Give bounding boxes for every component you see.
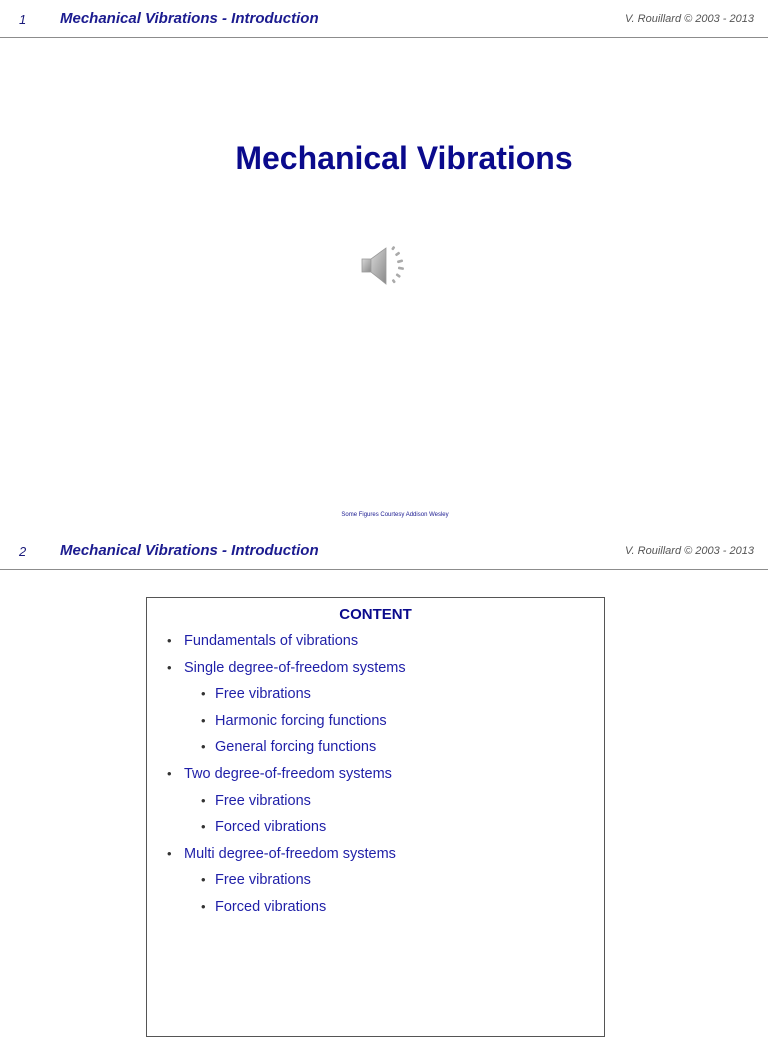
header-title: Mechanical Vibrations - Introduction — [60, 10, 319, 27]
list-item-label: Free vibrations — [215, 686, 311, 703]
list-item-label: General forcing functions — [215, 739, 377, 756]
bullet-icon: • — [201, 872, 206, 888]
list-item-label: Forced vibrations — [215, 819, 327, 836]
bullet-icon: • — [167, 633, 172, 648]
bullet-icon: • — [167, 765, 172, 781]
speaker-sound-icon[interactable] — [360, 242, 410, 290]
slide-number: 1 — [19, 12, 27, 27]
header-author: V. Rouillard © 2003 - 2013 — [625, 545, 754, 557]
figure-credit: Some Figures Courtesy Addison Wesley — [341, 512, 449, 518]
list-item-label: Forced vibrations — [215, 898, 327, 915]
list-item-label: Two degree-of-freedom systems — [184, 765, 392, 782]
list-item — [147, 844, 604, 871]
list-item-label: Harmonic forcing functions — [215, 712, 387, 729]
slide-title: Mechanical Vibrations — [235, 140, 573, 176]
list-item — [147, 631, 604, 658]
header-author: V. Rouillard © 2003 - 2013 — [625, 13, 754, 25]
content-box — [146, 597, 605, 1037]
bullet-icon: • — [201, 739, 206, 755]
list-item — [147, 897, 604, 924]
list-item-label: Fundamentals of vibrations — [184, 633, 359, 649]
list-item — [147, 684, 604, 711]
list-item — [147, 658, 604, 685]
slide-1-header — [0, 0, 768, 38]
header-title: Mechanical Vibrations - Introduction — [60, 542, 319, 559]
list-item-label: Free vibrations — [215, 792, 311, 809]
slide-2-header — [0, 532, 768, 570]
content-heading: CONTENT — [339, 606, 412, 623]
list-item-label: Multi degree-of-freedom systems — [184, 845, 396, 862]
bullet-icon: • — [167, 845, 172, 861]
list-item-label: Free vibrations — [215, 872, 311, 889]
bullet-icon: • — [201, 792, 206, 808]
list-item — [147, 711, 604, 738]
bullet-icon: • — [167, 659, 172, 675]
bullet-icon: • — [201, 819, 206, 835]
list-item — [147, 737, 604, 764]
bullet-icon: • — [201, 712, 206, 728]
slide-number: 2 — [19, 544, 27, 559]
list-item — [147, 870, 604, 897]
content-list — [147, 631, 604, 924]
bullet-icon: • — [201, 686, 206, 702]
list-item — [147, 791, 604, 818]
list-item-label: Single degree-of-freedom systems — [184, 659, 406, 676]
list-item — [147, 817, 604, 844]
list-item — [147, 764, 604, 791]
bullet-icon: • — [201, 898, 206, 914]
